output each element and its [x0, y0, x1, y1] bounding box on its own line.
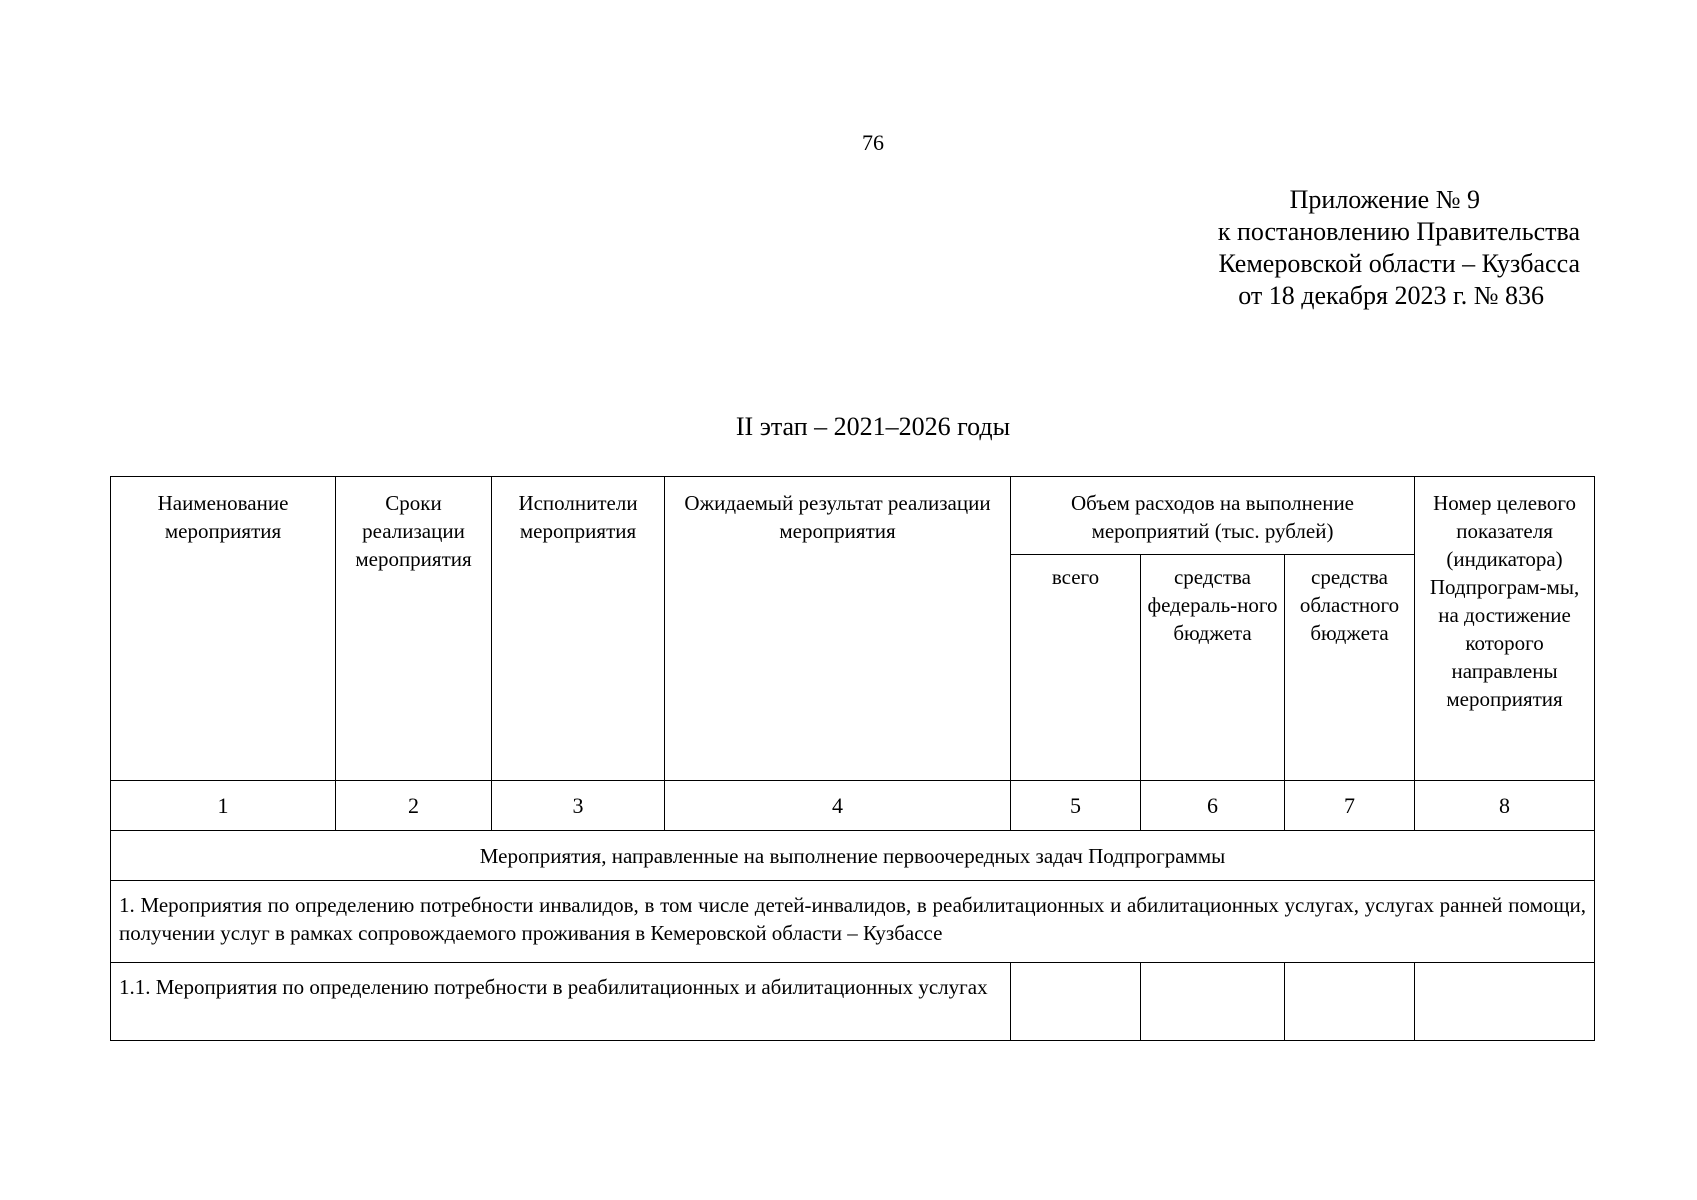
- appendix-line-2: к постановлению Правительства: [1217, 217, 1580, 246]
- header-result: Ожидаемый результат реализации мероприятия: [665, 477, 1011, 781]
- header-row-1: [111, 477, 1595, 555]
- column-number: 3: [492, 781, 665, 831]
- appendix-line-1: Приложение № 9: [1289, 185, 1480, 214]
- row-1-1-indicator: [1415, 963, 1595, 1041]
- header-indicator: Номер целевого показателя (индикатора) Подпрограм-мы, на достижение которого направлены мероприятия: [1415, 477, 1595, 781]
- task-row: [111, 881, 1595, 963]
- table-row: [111, 963, 1595, 1041]
- column-number: 4: [665, 781, 1011, 831]
- header-total: всего: [1011, 555, 1141, 781]
- column-number: 1: [111, 781, 336, 831]
- appendix-line-4: от 18 декабря 2023 г. № 836: [1238, 281, 1544, 310]
- column-number: 7: [1285, 781, 1415, 831]
- column-number: 8: [1415, 781, 1595, 831]
- header-executors: Исполнители мероприятия: [492, 477, 665, 781]
- page-number: 76: [862, 130, 884, 155]
- task-1-text: 1. Мероприятия по определению потребности инвалидов, в том числе детей-инвалидов, в реабилитационных и абилитационных услугах, услугах ранней помощи, получении услуг в рамках сопровождаемого проживания в Кемеровской области – Кузбассе: [111, 881, 1595, 963]
- column-number: 2: [336, 781, 492, 831]
- row-1-1-regional: [1285, 963, 1415, 1041]
- row-1-1-name: 1.1. Мероприятия по определению потребности в реабилитационных и абилитационных услугах: [111, 963, 1011, 1041]
- section-title: Мероприятия, направленные на выполнение первоочередных задач Подпрограммы: [111, 831, 1595, 881]
- header-terms: Сроки реализации мероприятия: [336, 477, 492, 781]
- header-costs: Объем расходов на выполнение мероприятий (тыс. рублей): [1011, 477, 1415, 555]
- stage-title: II этап – 2021–2026 годы: [735, 412, 1011, 441]
- row-1-1-federal: [1141, 963, 1285, 1041]
- column-numbers-row: [111, 781, 1595, 831]
- activities-table: [110, 476, 1595, 1041]
- section-row: [111, 831, 1595, 881]
- header-federal: средства федераль-ного бюджета: [1141, 555, 1285, 781]
- header-name: Наименование мероприятия: [111, 477, 336, 781]
- column-number: 5: [1011, 781, 1141, 831]
- column-number: 6: [1141, 781, 1285, 831]
- appendix-block: [1100, 184, 1580, 312]
- appendix-line-3: Кемеровской области – Кузбасса: [1218, 249, 1580, 278]
- row-1-1-total: [1011, 963, 1141, 1041]
- header-regional: средства областного бюджета: [1285, 555, 1415, 781]
